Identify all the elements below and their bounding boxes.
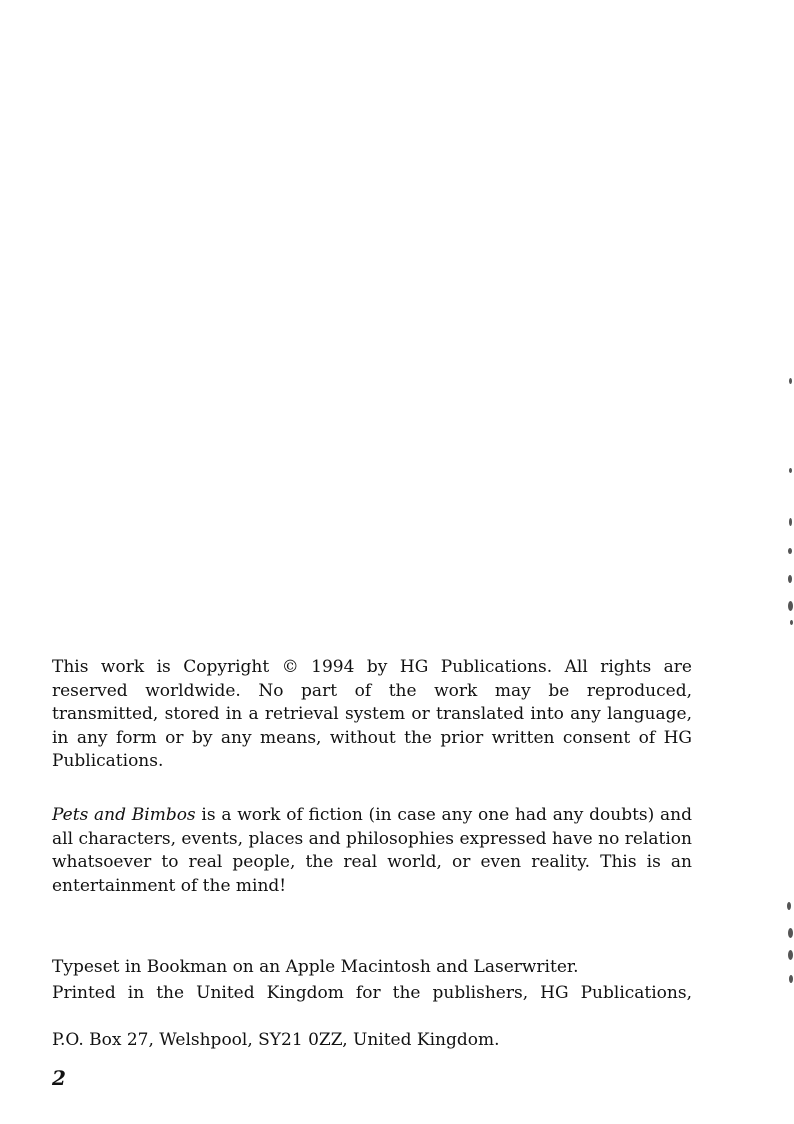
scan-speck xyxy=(788,548,792,554)
fiction-disclaimer-text: is a work of fiction (in case any one had any doubts) and all characters, events, places and philosophies expressed have no relation whatsoever to real people, the real world, or even reality. This is an entertainment of the mind! xyxy=(52,805,692,896)
scan-speck xyxy=(790,620,793,625)
copyright-notice: This work is Copyright © 1994 by HG Publications. All rights are reserved worldwide. No part of the work may be reproduced, transmitted, stored in a retrieval system or translated into any language, in any form or by any means, without the prior written consent of HG Publications. xyxy=(52,657,692,771)
page-number: 2 xyxy=(52,1066,66,1090)
scan-speck xyxy=(787,902,791,910)
scan-speck xyxy=(788,950,793,960)
printer-note-line-2: P.O. Box 27, Welshpool, SY21 0ZZ, United Kingdom. xyxy=(52,1030,500,1050)
scan-speck xyxy=(788,601,793,611)
scan-speck xyxy=(789,518,792,526)
scan-speck xyxy=(788,928,793,938)
typeset-note: Typeset in Bookman on an Apple Macintosh and Laserwriter. xyxy=(52,957,579,977)
scan-speck xyxy=(789,468,792,473)
scan-speck xyxy=(789,378,792,384)
fiction-disclaimer xyxy=(52,804,692,898)
scan-speck xyxy=(788,575,792,583)
printer-note xyxy=(52,982,692,1053)
printer-note-line-1: Printed in the United Kingdom for the publishers, HG Publications, xyxy=(52,983,692,1003)
book-title: Pets and Bimbos xyxy=(52,805,196,825)
scan-speck xyxy=(789,975,793,983)
